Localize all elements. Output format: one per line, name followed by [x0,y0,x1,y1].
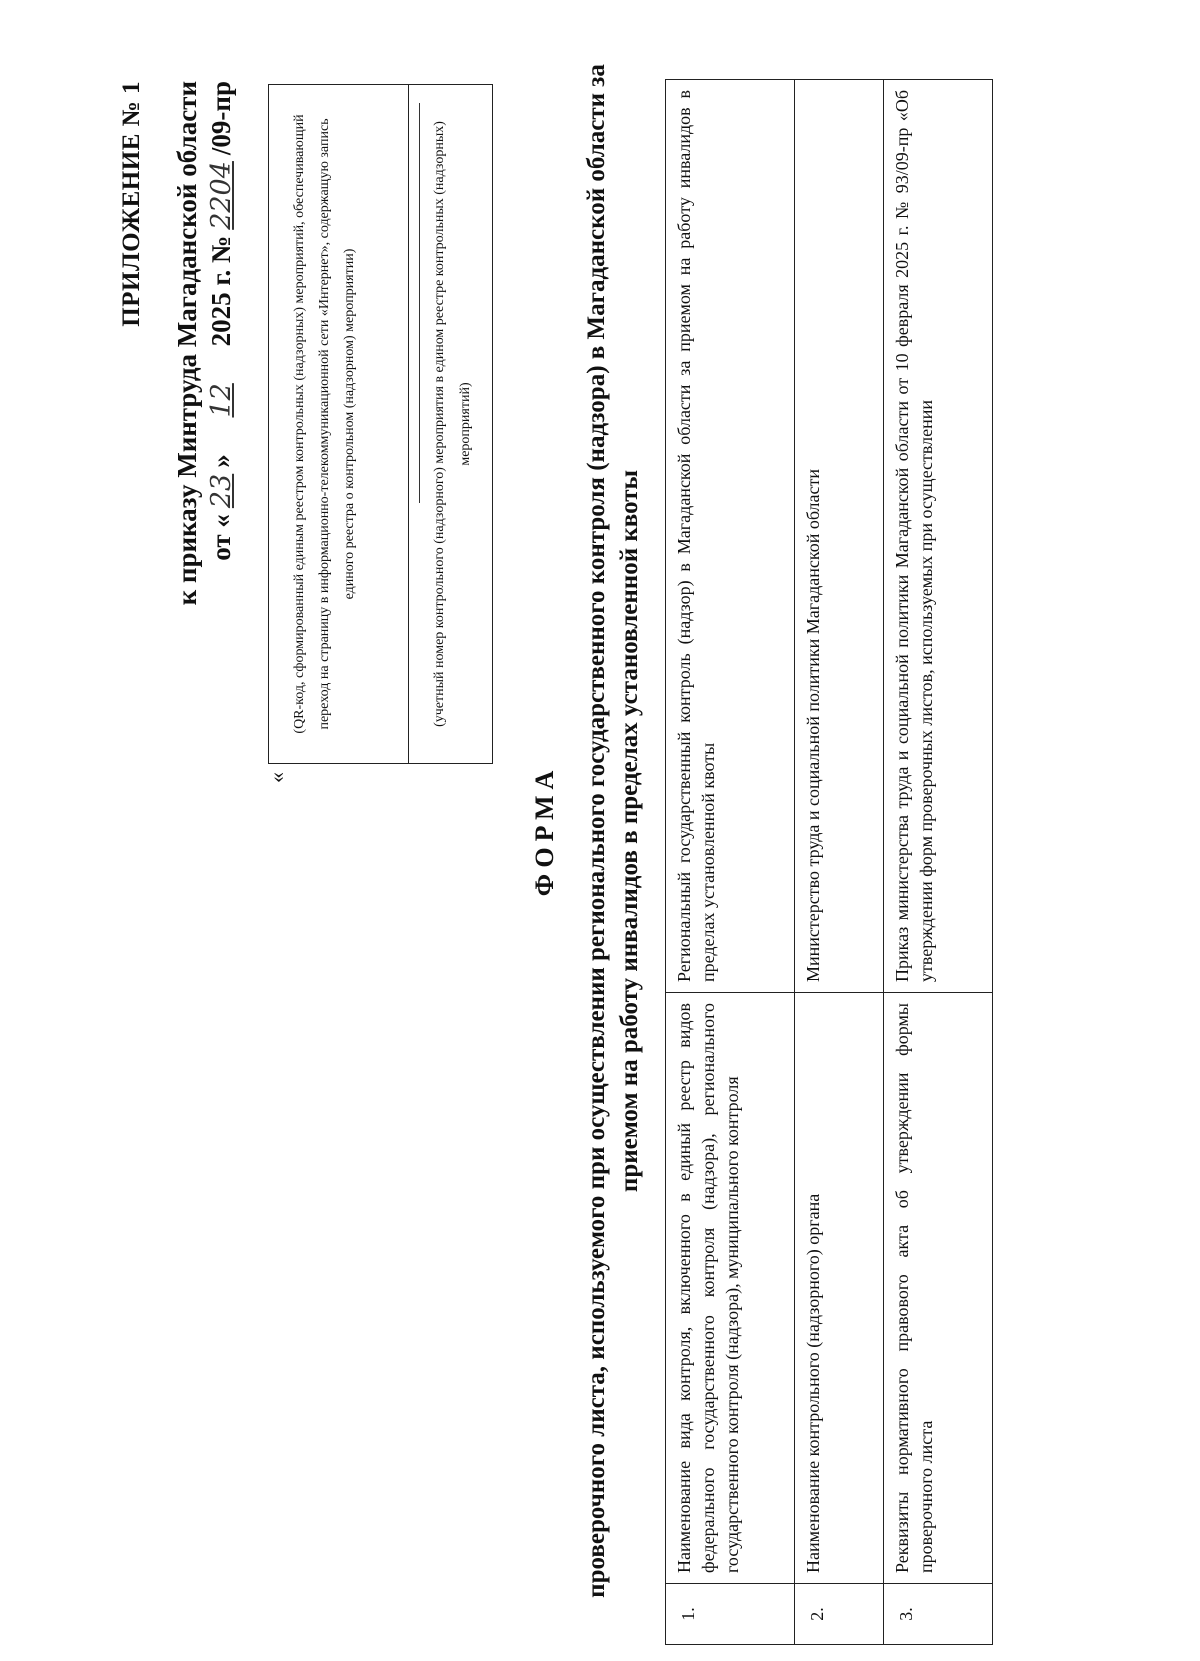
table-row [666,80,795,1645]
order-date-number [206,81,237,721]
opening-quote-mark: « [264,772,289,783]
handwritten-day: 23 [206,473,237,509]
table-row [884,80,993,1645]
order-suffix: /09-пр [206,81,236,156]
account-number-cell [409,85,494,763]
row-value: Приказ министерства труда и социальной политики Магаданской области от 10 февраля 2025 г. № 93/09-пр «Об утверждении форм проверочных листов, используемых при осуществлении [884,80,993,993]
handwritten-order-number: 2204 [206,161,237,230]
date-year: 2025 г. № [206,235,236,347]
row-name: Реквизиты нормативного правового акта об утверждении формы проверочного листа [884,993,993,1584]
row-number: 3. [884,1584,993,1645]
account-number-line [419,103,420,503]
qr-code-note: (QR-код, сформированный единым реестром контрольных (надзорных) мероприятий, обеспечивающий переход на страницу в информационно-телекоммуникационной сети «Интернет», содержащую запись единого реестра о контрольном (надзорном) мероприятии) [269,85,409,763]
qr-code-box [268,84,493,764]
row-number: 1. [666,1584,795,1645]
row-value: Министерство труда и социальной политики Магаданской области [795,80,884,993]
row-name: Наименование вида контроля, включенного в единый реестр видов федерального государственного контроля (надзора), регионального государственного контроля (надзора), муниципального контроля [666,993,795,1584]
date-mid: » [206,454,236,468]
appendix-title: ПРИЛОЖЕНИЕ № 1 [118,81,145,327]
row-number: 2. [795,1584,884,1645]
account-number-note: (учетный номер контрольного (надзорного) мероприятия в едином реестре контрольных (надзорных) мероприятий) [432,121,473,727]
row-name: Наименование контрольного (надзорного) органа [795,993,884,1584]
form-subtitle: проверочного листа, используемого при осуществлении регионального государственного контроля (надзора) в Магаданской области за приемом на работу инвалидов в пределах установленной квоты [583,64,643,1598]
order-reference: к приказу Минтруда Магаданской области [172,81,202,606]
row-value: Региональный государственный контроль (надзор) в Магаданской области за приемом на работу инвалидов в пределах установленной квоты [666,80,795,993]
table-row [795,80,884,1645]
date-prefix: от « [206,514,236,561]
handwritten-month: 12 [206,383,237,418]
details-table [665,79,993,1645]
form-title: ФОРМА [530,764,559,897]
